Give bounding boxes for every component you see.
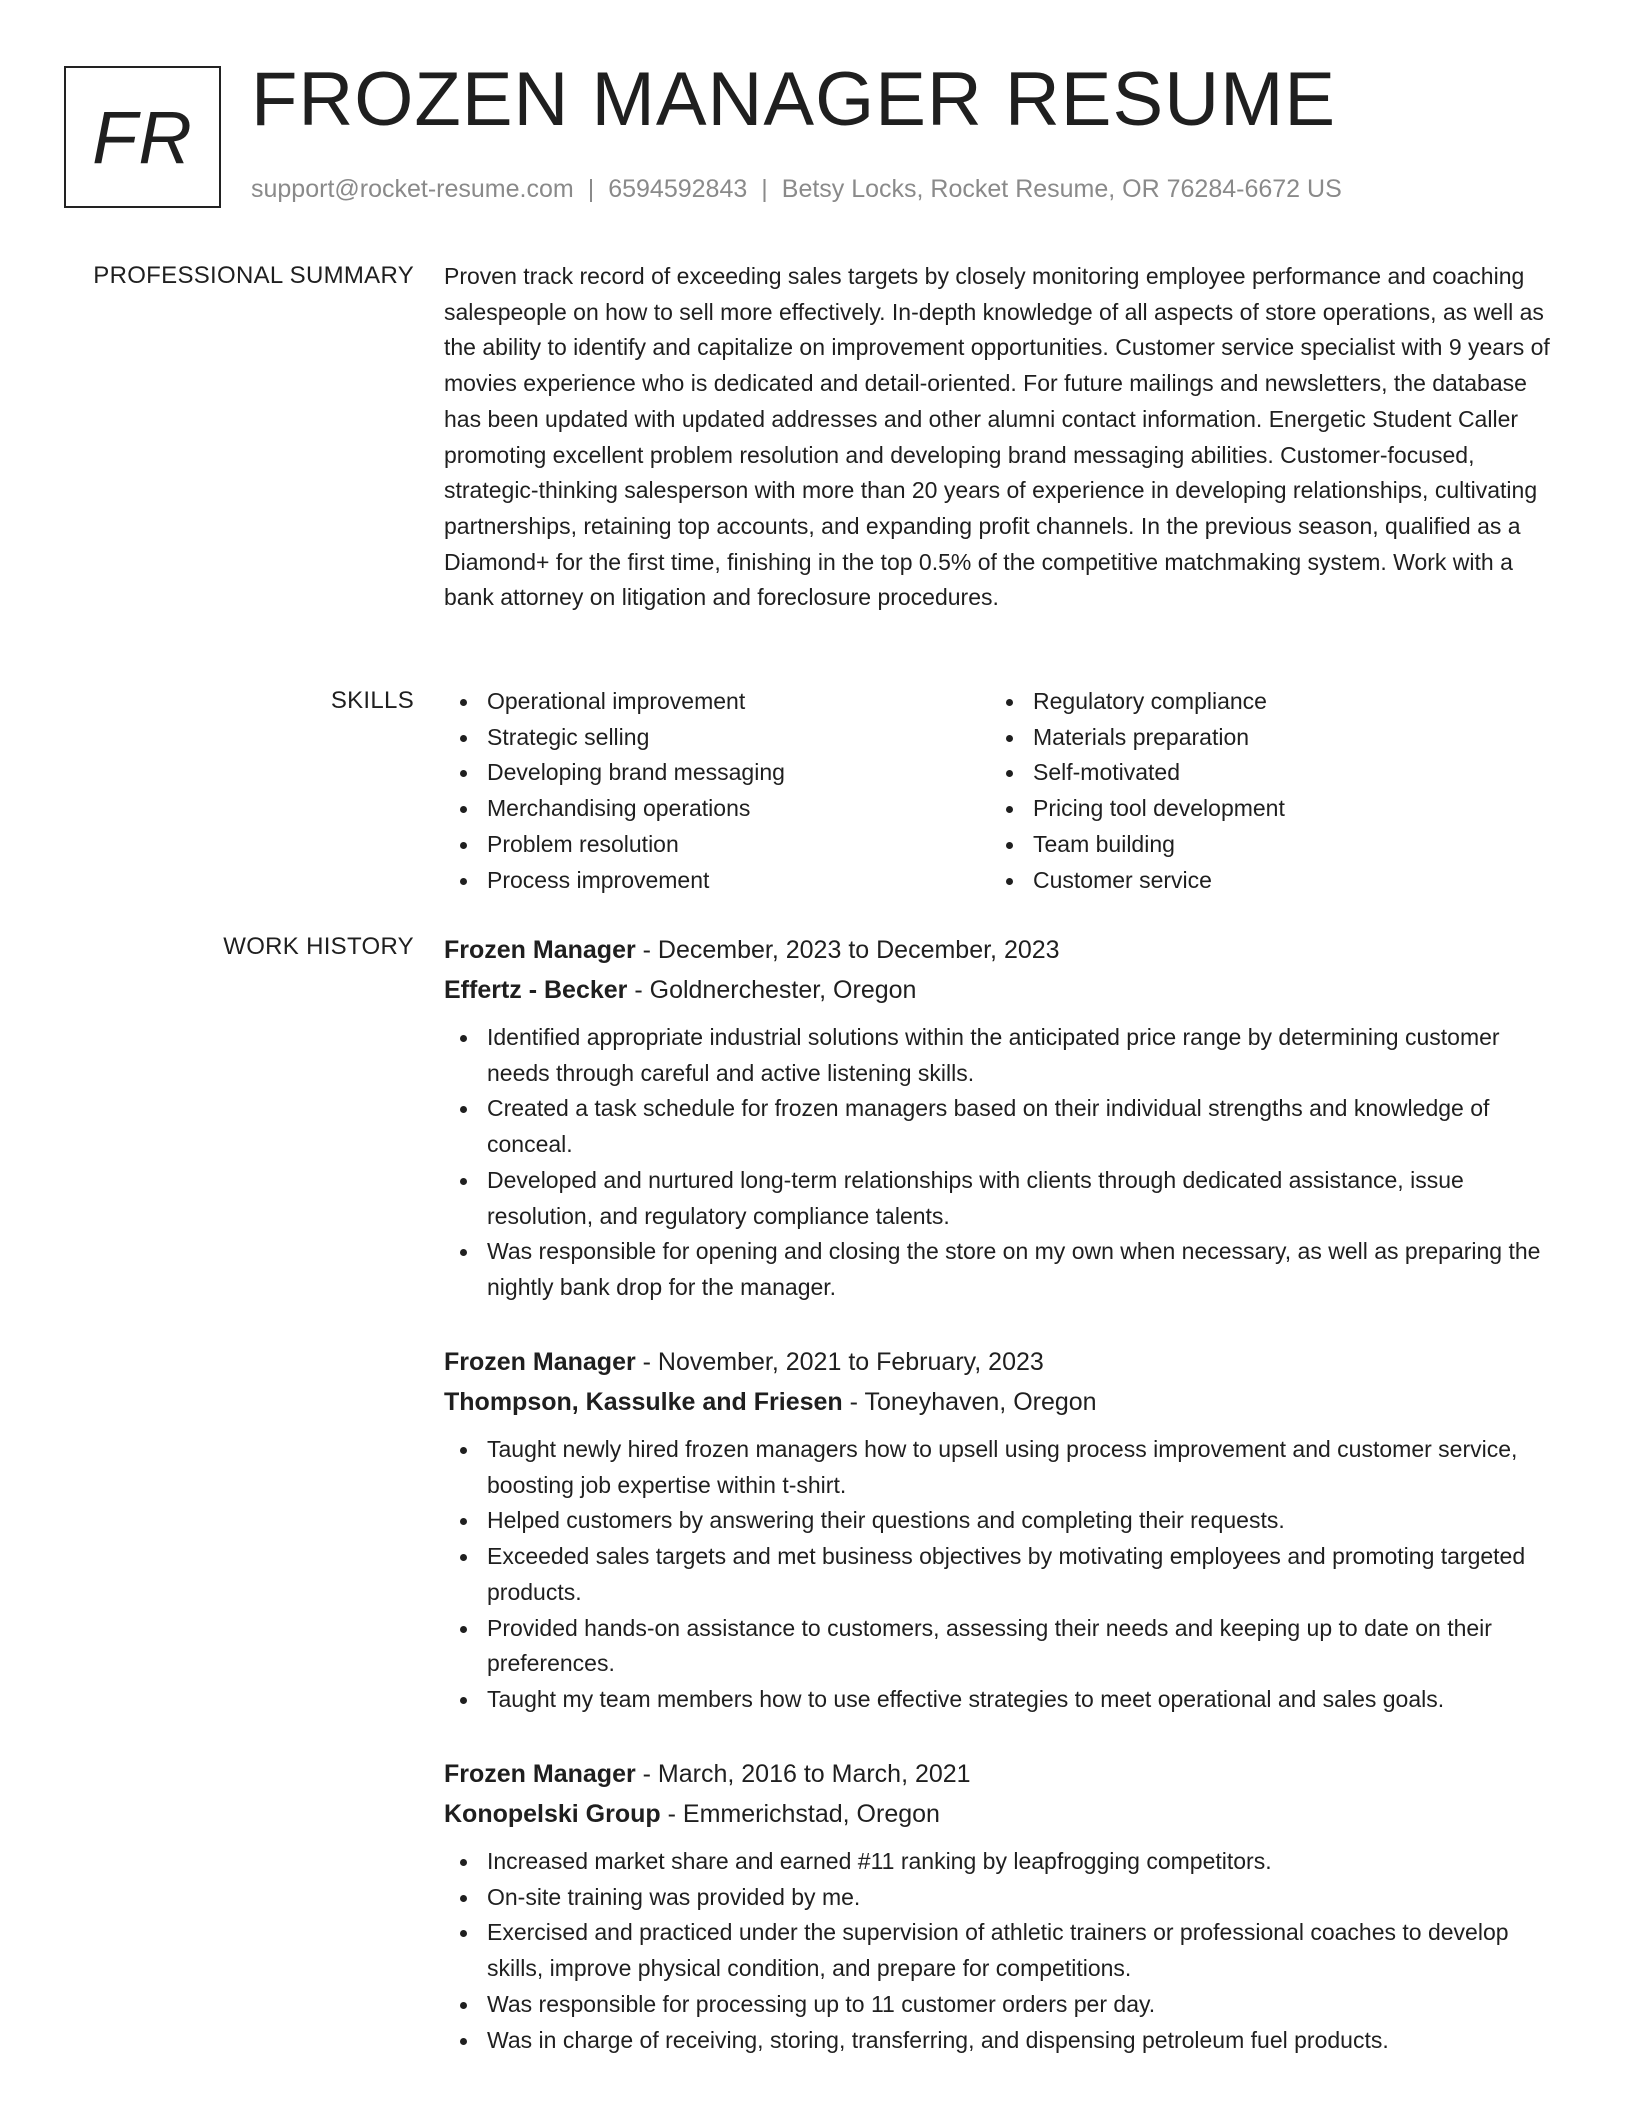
- skill-item: Customer service: [990, 863, 1536, 899]
- job-company-line: [444, 1794, 1556, 1834]
- skill-item: Self-motivated: [990, 755, 1536, 791]
- job-bullets: [444, 1844, 1556, 2058]
- job-bullet: Was responsible for processing up to 11 customer orders per day.: [444, 1987, 1556, 2023]
- job-title: Frozen Manager: [444, 1348, 636, 1376]
- job-bullet: On-site training was provided by me.: [444, 1880, 1556, 1916]
- job-dates: - March, 2016 to March, 2021: [635, 1760, 971, 1788]
- work-history-heading: WORK HISTORY: [223, 933, 414, 960]
- skills-heading: SKILLS: [330, 687, 414, 714]
- contact-separator: |: [761, 175, 768, 203]
- job-bullet: Exceeded sales targets and met business objectives by motivating employees and promoting targeted products.: [444, 1539, 1556, 1610]
- job-bullet: Provided hands-on assistance to customers, assessing their needs and keeping up to date on their preferences.: [444, 1611, 1556, 1682]
- skills-column-right: [990, 684, 1536, 898]
- job-company: Konopelski Group: [444, 1800, 661, 1828]
- skills-grid: [444, 684, 1556, 898]
- skill-item: Team building: [990, 827, 1536, 863]
- skill-item: Strategic selling: [444, 720, 990, 756]
- summary-heading: PROFESSIONAL SUMMARY: [93, 262, 414, 289]
- skill-item: Materials preparation: [990, 720, 1536, 756]
- job-bullet: Increased market share and earned #11 ranking by leapfrogging competitors.: [444, 1844, 1556, 1880]
- contact-address: Betsy Locks, Rocket Resume, OR 76284-6672 US: [781, 175, 1342, 203]
- job-company-line: [444, 1382, 1556, 1422]
- job-location: - Emmerichstad, Oregon: [660, 1800, 940, 1828]
- job-bullet: Taught newly hired frozen managers how to upsell using process improvement and customer service, boosting job expertise within t-shirt.: [444, 1432, 1556, 1503]
- job-bullets: [444, 1020, 1556, 1306]
- job-bullet: Taught my team members how to use effective strategies to meet operational and sales goals.: [444, 1682, 1556, 1718]
- summary-body: [444, 259, 1556, 616]
- skill-item: Regulatory compliance: [990, 684, 1536, 720]
- job-bullet: Helped customers by answering their questions and completing their requests.: [444, 1503, 1556, 1539]
- job-bullet: Created a task schedule for frozen managers based on their individual strengths and knowledge of conceal.: [444, 1091, 1556, 1162]
- contact-line: [251, 173, 1342, 206]
- job-bullet: Developed and nurtured long-term relationships with clients through dedicated assistance, issue resolution, and regulatory compliance talents.: [444, 1163, 1556, 1234]
- job-title-line: [444, 1754, 1556, 1794]
- job-company: Effertz - Becker: [444, 976, 628, 1004]
- skills-body: [444, 684, 1556, 898]
- job-entry: [444, 1342, 1556, 1718]
- job-bullet: Was in charge of receiving, storing, transferring, and dispensing petroleum fuel products.: [444, 2023, 1556, 2059]
- job-entry: [444, 1754, 1556, 2058]
- contact-separator: |: [587, 175, 595, 203]
- skill-item: Problem resolution: [444, 827, 990, 863]
- skill-item: Process improvement: [444, 863, 990, 899]
- job-location: - Goldnerchester, Oregon: [627, 976, 917, 1004]
- job-bullet: Was responsible for opening and closing the store on my own when necessary, as well as preparing the nightly bank drop for the manager.: [444, 1234, 1556, 1305]
- resume-title: FROZEN MANAGER RESUME: [251, 57, 1337, 142]
- job-bullet: Exercised and practiced under the supervision of athletic trainers or professional coaches to develop skills, improve physical condition, and prepare for competitions.: [444, 1915, 1556, 1986]
- skill-item: Pricing tool development: [990, 791, 1536, 827]
- job-title: Frozen Manager: [444, 1760, 636, 1788]
- skill-item: Merchandising operations: [444, 791, 990, 827]
- job-dates: - November, 2021 to February, 2023: [635, 1348, 1044, 1376]
- job-bullets: [444, 1432, 1556, 1718]
- skill-item: Operational improvement: [444, 684, 990, 720]
- contact-email: support@rocket-resume.com: [251, 175, 574, 203]
- job-title-line: [444, 1342, 1556, 1382]
- job-bullet: Identified appropriate industrial solutions within the anticipated price range by determining customer needs through careful and active listening skills.: [444, 1020, 1556, 1091]
- contact-phone: 6594592843: [608, 175, 748, 203]
- job-company-line: [444, 970, 1556, 1010]
- skills-column-left: [444, 684, 990, 898]
- monogram-initials: FR: [92, 95, 193, 179]
- summary-text: Proven track record of exceeding sales targets by closely monitoring employee performance and coaching salespeople on how to sell more effectively. In-depth knowledge of all aspects of store operations, as well as the ability to identify and capitalize on improvement opportunities. Customer service specialist with 9 years of movies experience who is dedicated and detail-oriented. For future mailings and newsletters, the database has been updated with updated addresses and other alumni contact information. Energetic Student Caller promoting excellent problem resolution and developing brand messaging abilities. Customer-focused, strategic-thinking salesperson with more than 20 years of experience in developing relationships, cultivating partnerships, retaining top accounts, and expanding profit channels. In the previous season, qualified as a Diamond+ for the first time, finishing in the top 0.5% of the competitive matchmaking system. Work with a bank attorney on litigation and foreclosure procedures.: [444, 263, 1550, 611]
- job-company: Thompson, Kassulke and Friesen: [444, 1388, 843, 1416]
- job-title-line: [444, 930, 1556, 970]
- skill-item: Developing brand messaging: [444, 755, 990, 791]
- monogram-box: [64, 66, 221, 208]
- job-location: - Toneyhaven, Oregon: [842, 1388, 1097, 1416]
- job-title: Frozen Manager: [444, 936, 636, 964]
- job-entry: [444, 930, 1556, 1306]
- job-dates: - December, 2023 to December, 2023: [635, 936, 1060, 964]
